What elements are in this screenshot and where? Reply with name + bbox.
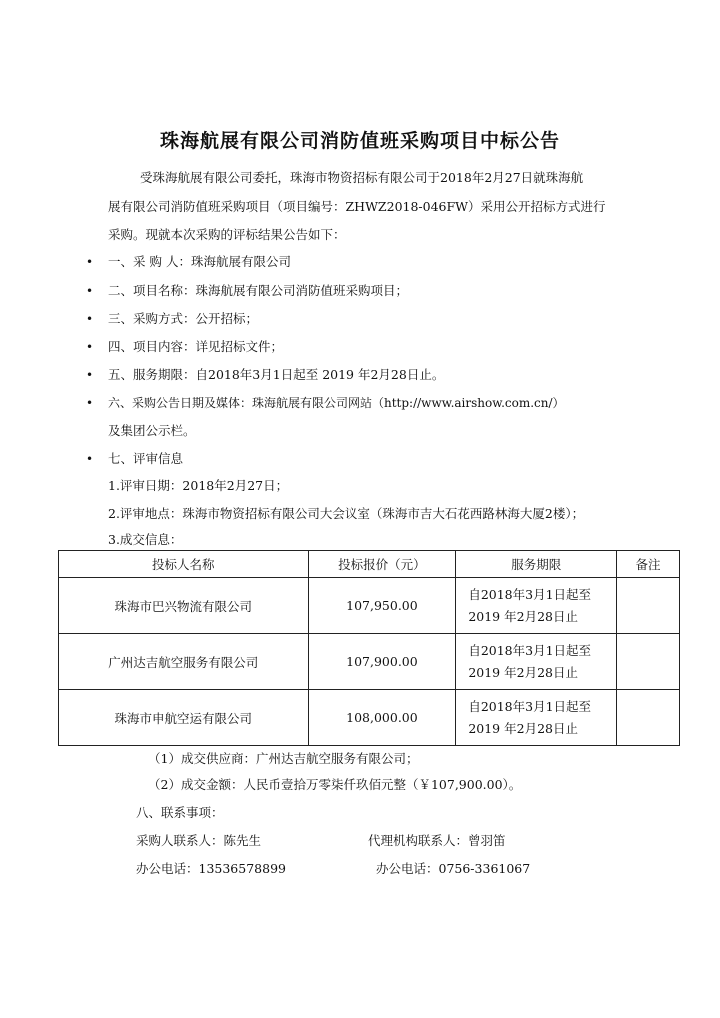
note bbox=[617, 578, 680, 634]
agent-phone: 办公电话：0756-3361067 bbox=[376, 861, 531, 876]
bullet-marker: • bbox=[86, 255, 94, 269]
note bbox=[617, 690, 680, 746]
service-period bbox=[456, 634, 617, 690]
table-row bbox=[59, 634, 680, 690]
note bbox=[617, 634, 680, 690]
table-row bbox=[59, 578, 680, 634]
list-item-purchaser: 一、采 购 人：珠海航展有限公司 bbox=[108, 254, 291, 269]
review-date: 1.评审日期：2018年2月27日； bbox=[108, 478, 289, 493]
bullet-marker: • bbox=[86, 368, 94, 382]
bullet-marker: • bbox=[86, 452, 94, 466]
intro-line-2: 展有限公司消防值班采购项目（项目编号：ZHWZ2018-046FW）采用公开招标方式进行 bbox=[108, 199, 606, 214]
agent-contact: 代理机构联系人：曾羽笛 bbox=[368, 833, 506, 848]
period-start: 自2018年3月1日起至 bbox=[468, 698, 592, 714]
winning-amount: （2）成交金额：人民币壹拾万零柒仟玖佰元整（￥107,900.00）。 bbox=[148, 777, 522, 792]
period-end: 2019 年2月28日止 bbox=[468, 664, 578, 680]
buyer-contact: 采购人联系人：陈先生 bbox=[136, 833, 262, 848]
bullet-marker: • bbox=[86, 396, 94, 410]
bullet-marker: • bbox=[86, 312, 94, 326]
list-item-media-continuation: 及集团公示栏。 bbox=[108, 423, 196, 438]
header-bidder: 投标人名称 bbox=[59, 551, 309, 578]
list-item-method: 三、采购方式：公开招标； bbox=[108, 311, 259, 326]
service-period bbox=[456, 690, 617, 746]
page-title: 珠海航展有限公司消防值班采购项目中标公告 bbox=[159, 130, 560, 152]
intro-line-3: 采购。现就本次采购的评标结果公告如下： bbox=[108, 227, 346, 242]
header-price: 投标报价（元） bbox=[308, 551, 456, 578]
list-item-period: 五、服务期限：自2018年3月1日起至 2019 年2月28日止。 bbox=[108, 367, 445, 382]
period-end: 2019 年2月28日止 bbox=[468, 608, 578, 624]
bid-result-table bbox=[58, 550, 680, 746]
service-period bbox=[456, 578, 617, 634]
intro-line-1: 受珠海航展有限公司委托，珠海市物资招标有限公司于2018年2月27日就珠海航 bbox=[140, 170, 584, 185]
period-start: 自2018年3月1日起至 bbox=[468, 642, 592, 658]
winning-supplier: （1）成交供应商：广州达吉航空服务有限公司； bbox=[148, 751, 419, 766]
bullet-marker: • bbox=[86, 284, 94, 298]
table-header-row bbox=[59, 551, 680, 578]
bidder-name: 珠海市申航空运有限公司 bbox=[59, 690, 309, 746]
bid-price: 107,950.00 bbox=[308, 578, 456, 634]
list-item-review: 七、评审信息 bbox=[108, 451, 184, 466]
bid-price: 108,000.00 bbox=[308, 690, 456, 746]
list-item-project-name: 二、项目名称：珠海航展有限公司消防值班采购项目； bbox=[108, 283, 409, 298]
bullet-marker: • bbox=[86, 340, 94, 354]
list-item-content: 四、项目内容：详见招标文件； bbox=[108, 339, 284, 354]
table-row bbox=[59, 690, 680, 746]
review-deal-heading: 3.成交信息： bbox=[108, 532, 183, 547]
list-item-media: 六、采购公告日期及媒体：珠海航展有限公司网站（http://www.airshow.com.cn/） bbox=[108, 396, 565, 410]
bid-price: 107,900.00 bbox=[308, 634, 456, 690]
header-note: 备注 bbox=[617, 551, 680, 578]
bidder-name: 广州达吉航空服务有限公司 bbox=[59, 634, 309, 690]
bidder-name: 珠海市巴兴物流有限公司 bbox=[59, 578, 309, 634]
contact-heading: 八、联系事项： bbox=[136, 805, 224, 820]
period-end: 2019 年2月28日止 bbox=[468, 720, 578, 736]
review-location: 2.评审地点：珠海市物资招标有限公司大会议室（珠海市吉大石花西路林海大厦2楼）； bbox=[108, 506, 585, 521]
buyer-phone: 办公电话：13536578899 bbox=[136, 861, 286, 876]
header-period: 服务期限 bbox=[456, 551, 617, 578]
period-start: 自2018年3月1日起至 bbox=[468, 586, 592, 602]
